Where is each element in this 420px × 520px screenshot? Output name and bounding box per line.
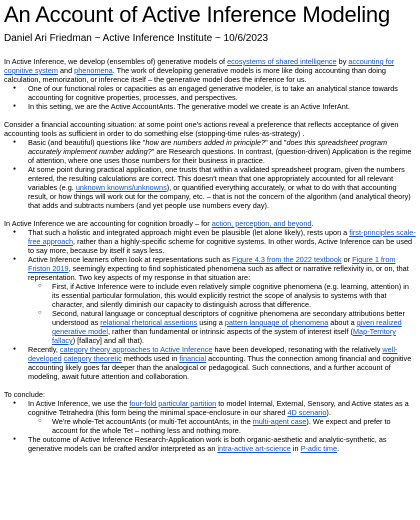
document-title: An Account of Active Inference Modeling — [4, 2, 390, 27]
text-run: about a — [328, 318, 357, 327]
link-first-principles[interactable]: first-principles scale-free approach — [28, 228, 416, 246]
list-item — [4, 345, 416, 381]
sub-bullet-list — [28, 282, 416, 345]
cognition-paragraph — [4, 219, 416, 228]
link-action-perception-beyond[interactable]: action, perception, and beyond — [211, 219, 312, 228]
link-figure-4-3[interactable]: Figure 4.3 from the 2022 textbook — [232, 255, 342, 264]
document-byline: Daniel Ari Friedman ~ Active Inference Institute ~ 10/6/2023 — [4, 33, 269, 44]
intro-bullet-list — [4, 84, 416, 111]
text-run: Basic (and beautiful) questions like " — [28, 138, 146, 147]
text-run: In Active Inference, we use the — [28, 399, 130, 408]
text-run: . — [337, 444, 340, 453]
link-multi-agent-case[interactable]: multi-agent case — [252, 417, 307, 426]
text-run: and — [57, 66, 75, 75]
list-item — [4, 165, 416, 210]
sub-bullet-list — [28, 417, 416, 435]
link-pattern-language[interactable]: pattern language of phenomena — [224, 318, 329, 327]
text-run: ) [fallacy] and all that). — [72, 336, 145, 345]
text-run: by — [336, 57, 349, 66]
list-item — [4, 228, 416, 255]
financial-bullet-list — [4, 138, 416, 210]
list-item — [4, 399, 416, 435]
text-run: , seemingly expecting to find sophisticated phenomena such as affect or narrative reflexivity in, or on, that representation. Two key aspects of my response in that situation are: — [28, 264, 409, 282]
text-run: " are Research questions. In contrast, (question-driven) Application is the regime of attention, where one uses those numbers for their business in practice. — [28, 147, 412, 165]
link-given-generative-model[interactable]: given realized generative model — [52, 318, 402, 336]
list-item — [4, 435, 416, 453]
text-run: The outcome of Active Inference Research-Application work is both organic-aesthetic and analytic-synthetic, as generative models can be crafted and/or interpreted as an — [28, 435, 387, 453]
text-run: That such a holistic and integrated approach might even be plausible (let alone likely), rests upon a — [28, 228, 350, 237]
link-figure-1-friston[interactable]: Figure 1 from Friston 2019 — [28, 255, 396, 273]
text-run: In Active Inference we are accounting for cognition broadly – for — [4, 219, 212, 228]
list-item — [28, 309, 416, 345]
link-map-territory[interactable]: Map-Territory fallacy — [52, 327, 396, 345]
link-well-developed[interactable]: well-developed — [28, 345, 398, 363]
conclusion-bullet-list — [4, 399, 416, 453]
conclusion-label: To conclude: — [4, 390, 45, 399]
link-unknown-knowns[interactable]: unknown knowns/unknowns — [75, 183, 167, 192]
italic-question: does this spreadsheet program accurately implement number adding? — [28, 138, 388, 156]
text-run: Recently, — [28, 345, 60, 354]
link-four-fold-partition[interactable]: four-fold particular partition — [129, 399, 217, 408]
link-category-theoretic[interactable]: category theoretic — [63, 354, 122, 363]
text-run: Active Inference learners often look at representations such as — [28, 255, 233, 264]
list-item — [4, 255, 416, 345]
text-run: ). — [326, 408, 331, 417]
text-run: . — [311, 219, 314, 228]
link-accounting-cognitive-system[interactable]: accounting for cognitive system — [4, 57, 395, 75]
list-item: ○ First, if Active Inference were to include even relatively simple cognitive phenomena (e.g. learning, attention) in its essential particular formulation, this would explicitly restrict the scope of analysis to systems with that character, and silently diminish our capacity to distinguish across that difference. — [28, 282, 416, 309]
text-run: At some point during practical application, one trusts that within a validated spreadsheet program, given the numbers entered, the resulting calculations are correct. This doesn't mean that one appropriately accounted for all relevant variables (e.g. — [28, 165, 405, 192]
text-run: , rather than a highly-specific scheme for cognitive systems. In other words, Active Inference can be used to say more, because by itself it says less. — [28, 237, 413, 255]
link-relational-rhetorical[interactable]: relational rhetorical assertions — [100, 318, 198, 327]
text-run: have been developed, resonating with the relatively — [212, 345, 383, 354]
document-page — [4, 0, 416, 520]
text-run: ). We expect and prefer to account for the whole Tet – nothing less and nothing more. — [52, 417, 391, 435]
list-item — [4, 138, 416, 165]
link-p-adic-time[interactable]: P-adic time — [300, 444, 338, 453]
text-run: " and " — [265, 138, 287, 147]
link-ecosystems-shared-intelligence[interactable]: ecosystems of shared intelligence — [227, 57, 337, 66]
text-run: Second, natural language or conceptual descriptors of cognitive phenomena are secondary attributions better understood as — [52, 309, 405, 327]
link-category-theory[interactable]: category theory approaches to Active Inference — [59, 345, 213, 354]
link-financial[interactable]: financial — [179, 354, 207, 363]
text-run: using a — [197, 318, 225, 327]
financial-paragraph: Consider a financial accounting situation: at some point one's actions reveal a preference that reflects acceptance of given accounting tools as sufficient in order to do something else (stopping-time rules-as-strategy) . — [4, 120, 399, 138]
link-intra-active-art-science[interactable]: intra-active art-science — [217, 444, 291, 453]
text-run: in — [290, 444, 301, 453]
intro-paragraph — [4, 57, 416, 84]
text-run: accounting. Thus the connection among financial and cognitive accounting likely goes far deeper than the analogical or pedagogical. Such connections, and a further account of modeling, await future attention and collaboration. — [28, 354, 412, 381]
text-run: We're whole-Tet accountAnts (or multi-Tet accountAnts, in the — [52, 417, 253, 426]
text-run: to model Internal, External, Sensory, and Active states as a cognitive Tetrahedra (this form being the minimal space-enclosure in our shared — [28, 399, 409, 417]
list-item: ● One of our functional roles or capacities as an engaged generative modeler, is to take an analytical stance towards accounting for cognitive properties, processes, and perspectives. — [4, 84, 416, 102]
text-run: In Active Inference, we develop (ensembles of) generative models of — [4, 57, 228, 66]
cognition-bullet-list — [4, 228, 416, 381]
italic-question: how are numbers added in principle? — [145, 138, 266, 147]
list-item — [28, 417, 416, 435]
text-run: or — [341, 255, 353, 264]
text-run: ), or quantified everything accurately, or what to do with that accounting result, or how things will work out for the company, etc. – that is not the concern of the algorithm (and analytical theory) that adds and subtracts numbers (and yet people use numbers every day). — [28, 183, 411, 210]
text-run: methods used in — [121, 354, 180, 363]
text-run: , rather than fundamental or intrinsic aspects of the system of interest itself ( — [107, 327, 353, 336]
link-phenomena[interactable]: phenomena — [74, 66, 113, 75]
link-4d-scenario[interactable]: 4D scenario — [287, 408, 327, 417]
list-item: ● In this setting, we are the Active AccountAnts. The generative model we create is an Active InferAnt. — [4, 102, 416, 111]
text-run: . The work of developing generative models is more like doing accounting than doing calculation, memorization, or inference itself – the generative model does the inference for us. — [4, 66, 386, 84]
